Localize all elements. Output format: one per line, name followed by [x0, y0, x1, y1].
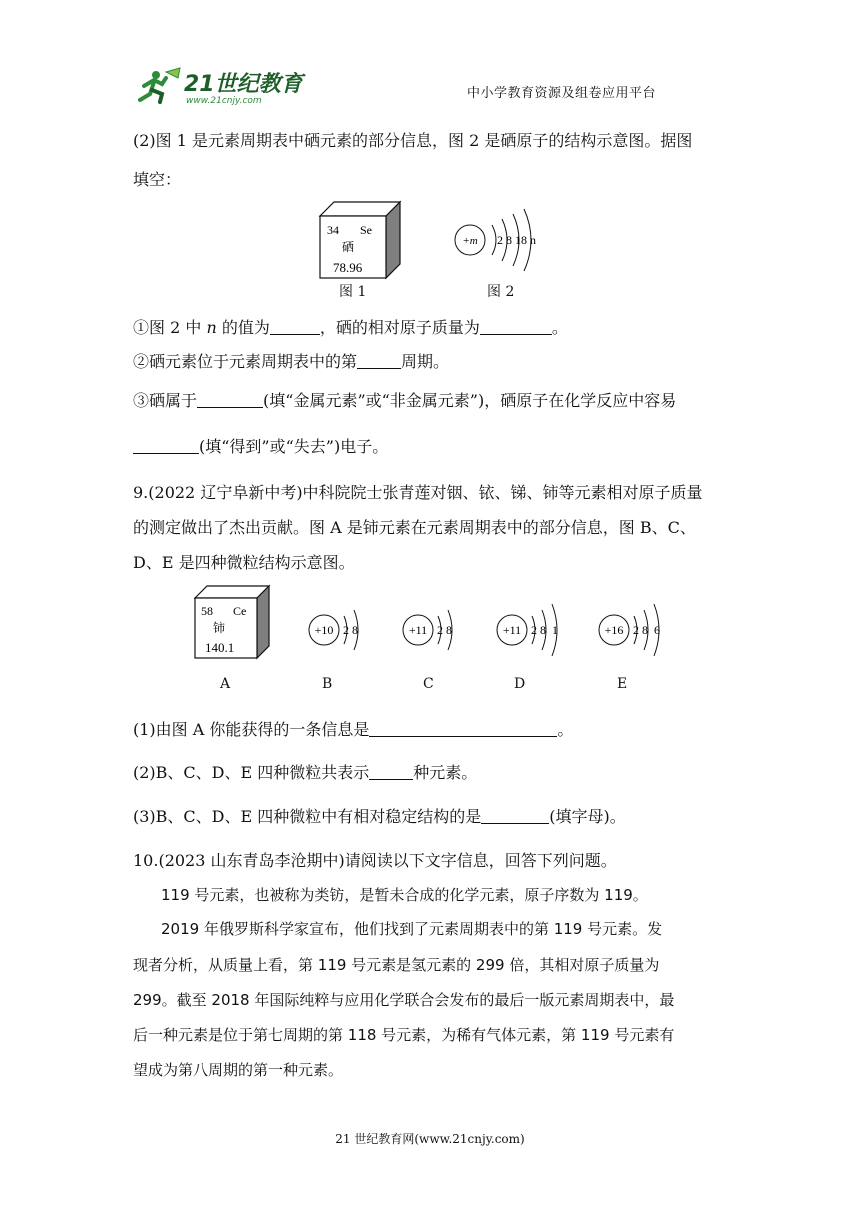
- figure-2-selenium-atom: [452, 205, 548, 277]
- q8-2-sub2: ②硒元素位于元素周期表中的第 周期。: [133, 352, 450, 371]
- b-shell-1: 2: [343, 623, 349, 637]
- q10-passage-p2-l4: 后一种元素是位于第七周期的第 118 号元素，为稀有气体元素，第 119 号元素有: [133, 1026, 675, 1044]
- figure-c-caption: C: [423, 676, 434, 692]
- e-shell-2: 8: [642, 623, 648, 637]
- q9-sub1: (1)由图 A 你能获得的一条信息是 。: [133, 720, 574, 739]
- figure-a-cerium-cell: [193, 584, 273, 660]
- se-name: 硒: [342, 240, 355, 254]
- figure-e-particle: [594, 600, 670, 658]
- ce-atomic-number: 58: [201, 604, 213, 618]
- d-shell-1: 2: [531, 623, 537, 637]
- q9-sub3: (3)B、C、D、E 四种微粒中有相对稳定结构的是 (填字母)。: [133, 807, 626, 826]
- figure-d-particle: [492, 600, 568, 658]
- b-shell-2: 8: [352, 623, 358, 637]
- answer-blank-info[interactable]: [369, 720, 557, 737]
- figure-1-caption: 图 1: [339, 284, 367, 300]
- se-shell-electrons: 2 8 18 n: [497, 233, 536, 247]
- answer-blank-period[interactable]: [357, 352, 401, 369]
- footer-source: 21 世纪教育网(www.21cnjy.com): [335, 1132, 525, 1146]
- figure-e-caption: E: [617, 676, 628, 692]
- e-shell-3: 6: [654, 623, 660, 637]
- se-symbol: Se: [360, 223, 372, 237]
- answer-blank-metal[interactable]: [197, 391, 263, 408]
- figure-b-particle: [304, 604, 366, 656]
- figure-d-caption: D: [514, 676, 526, 692]
- c-shell-2: 8: [446, 623, 452, 637]
- d-shell-3: 1: [552, 623, 558, 637]
- q8-2-line1: (2)图 1 是元素周期表中硒元素的部分信息，图 2 是硒原子的结构示意图。据图: [133, 131, 693, 150]
- figure-c-particle: [398, 604, 460, 656]
- ce-name: 铈: [213, 621, 226, 635]
- runner-icon: [140, 68, 180, 102]
- d-nucleus: +11: [502, 623, 522, 637]
- figure-a-caption: A: [220, 676, 231, 692]
- answer-blank-element-count[interactable]: [369, 763, 413, 780]
- answer-blank-gain-lose[interactable]: [133, 437, 199, 454]
- q8-2-sub3: ③硒属于 (填“金属元素”或“非金属元素”)，硒原子在化学反应中容易: [133, 391, 677, 410]
- q9-sub2: (2)B、C、D、E 四种微粒共表示 种元素。: [133, 763, 478, 782]
- b-nucleus: +10: [314, 623, 334, 637]
- q10-passage-p1: 119 号元素，也被称为类钫，是暂未合成的化学元素，原子序数为 119。: [161, 886, 648, 904]
- se-nucleus-charge: +m: [462, 235, 478, 247]
- c-nucleus: +11: [408, 623, 428, 637]
- q10-passage-p2-l5: 望成为第八周期的第一种元素。: [133, 1061, 344, 1079]
- figure-1-selenium-cell: [318, 200, 404, 280]
- logo-url: www.21cnjy.com: [186, 96, 262, 106]
- ce-mass: 140.1: [205, 640, 235, 655]
- q10-line1: 10.(2023 山东青岛李沧期中)请阅读以下文字信息，回答下列问题。: [133, 851, 617, 870]
- q10-passage-p2-l2: 现者分析，从质量上看，第 119 号元素是氢元素的 299 倍，其相对原子质量为: [133, 956, 660, 974]
- e-nucleus: +16: [604, 623, 624, 637]
- q9-line3: D、E 是四种微粒结构示意图。: [133, 553, 355, 572]
- figure-b-caption: B: [322, 676, 333, 692]
- se-mass: 78.96: [333, 260, 363, 275]
- d-shell-2: 8: [540, 623, 546, 637]
- q8-2-line2: 填空：: [133, 170, 182, 189]
- answer-blank-stable[interactable]: [481, 807, 549, 824]
- logo-text: 21世纪教育: [184, 72, 303, 97]
- ce-symbol: Ce: [233, 604, 247, 618]
- q10-passage-p2-l3: 299。截至 2018 年国际纯粹与应用化学联合会发布的最后一版元素周期表中，最: [133, 991, 675, 1009]
- e-shell-1: 2: [633, 623, 639, 637]
- figure-2-caption: 图 2: [487, 284, 515, 300]
- se-atomic-number: 34: [327, 223, 339, 237]
- answer-blank-mass[interactable]: [480, 318, 552, 335]
- answer-blank-n[interactable]: [270, 318, 320, 335]
- q10-passage-p2-l1: 2019 年俄罗斯科学家宣布，他们找到了元素周期表中的第 119 号元素。发: [161, 920, 663, 938]
- q8-2-sub3-cont: (填“得到”或“失去”)电子。: [133, 434, 388, 457]
- q9-line1: 9.(2022 辽宁阜新中考)中科院院士张青莲对铟、铱、锑、铈等元素相对原子质量: [133, 483, 703, 502]
- site-logo: [136, 66, 306, 106]
- platform-tagline: 中小学教育资源及组卷应用平台: [467, 86, 657, 101]
- q8-2-sub1: ①图 2 中 n 的值为 ，硒的相对原子质量为 。: [133, 318, 568, 337]
- c-shell-1: 2: [437, 623, 443, 637]
- q9-line2: 的测定做出了杰出贡献。图 A 是铈元素在元素周期表中的部分信息，图 B、C、: [133, 518, 696, 537]
